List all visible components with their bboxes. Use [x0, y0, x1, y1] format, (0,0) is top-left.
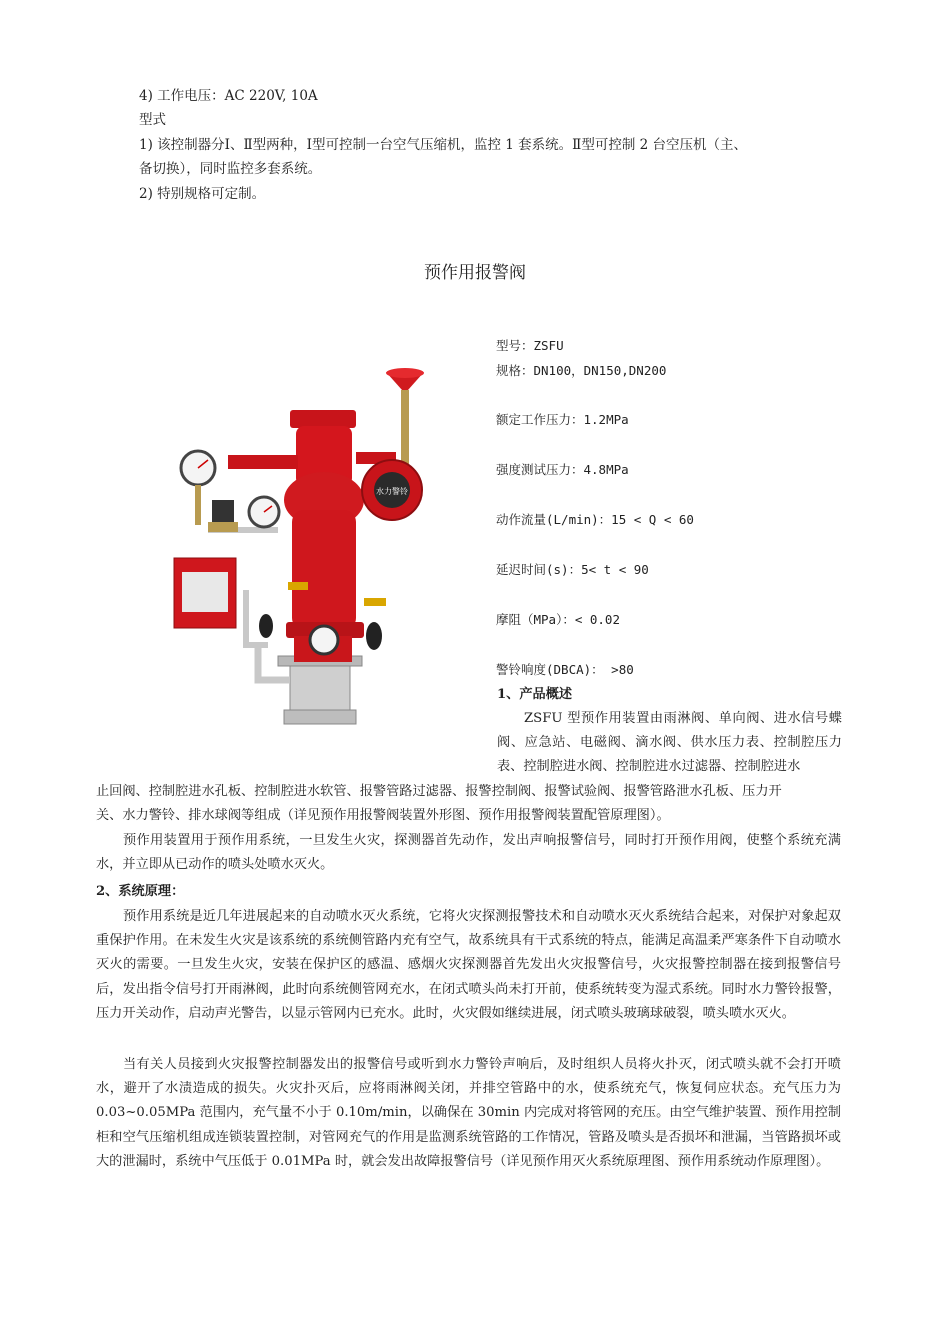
spec-flow: 动作流量(L/min)：15 < Q < 60	[496, 512, 694, 527]
section-1-paragraph-2: 预作用装置用于预作用系统，一旦发生火灾，探测器首先动作，发出声响报警信号，同时打开预作用阀，使整个系统充满水，并立即从已动作的喷头处喷水灭火。	[96, 833, 841, 873]
spec-rated-pressure: 额定工作压力：1.2MPa	[496, 412, 629, 427]
type-heading: 型式	[139, 112, 166, 128]
spec-friction: 摩阻（MPa）：< 0.02	[496, 612, 620, 627]
type-item-1-line-2: 备切换），同时监控多套系统。	[139, 161, 322, 177]
type-item-1-line-1: 1) 该控制器分Ⅰ、Ⅱ型两种，Ⅰ型可控制一台空气压缩机，监控 1 套系统。Ⅱ型可控制 2 台空压机（主、	[139, 137, 748, 153]
spec-model: 型号：ZSFU	[496, 338, 564, 353]
section-1-heading: 1、产品概述	[497, 687, 573, 702]
section-2-heading: 2、系统原理：	[96, 884, 185, 899]
voltage-line: 4) 工作电压：AC 220V, 10A	[139, 88, 318, 104]
spec-bell: 警铃响度(DBCA)： >80	[496, 662, 634, 677]
water-bell-label: 水力警铃	[376, 487, 408, 496]
section-2-paragraph-2: 当有关人员接到火灾报警控制器发出的报警信号或听到水力警铃声响后，及时组织人员将火扑灭，闭式喷头就不会打开喷水，避开了水渍造成的损失。火灾扑灭后，应将雨淋阀关闭，并排空管路中的水，使系统充气，恢复伺应状态。充气压力为 0.03~0.05MPa 范围内，充气量不小于 0.10m/min，以确保在 30min 内完成对将管网的充压。由空气维护装置、预作用控制柜和空气压缩机组成连锁装置控制，对管网充气的作用是监测系统管路的工作情况，管路及喷头是否损坏和泄漏，当管路损坏或大的泄漏时，系统中气压低于 0.01MPa 时，就会发出故障报警信号（详见预作用灭火系统原理图、预作用系统动作原理图）。	[96, 1057, 841, 1169]
section-1-paragraph-1-line-b: 关、水力警铃、排水球阀等组成（详见预作用报警阀装置外形图、预作用报警阀装置配管原理图）。	[96, 808, 670, 823]
type-item-2: 2) 特别规格可定制。	[139, 186, 266, 202]
spec-size: 规格：DN100，DN150,DN200	[496, 363, 667, 378]
spec-test-pressure: 强度测试压力：4.8MPa	[496, 462, 629, 477]
alarm-valve-photo	[168, 360, 438, 742]
section-1-paragraph-1-line-a: 止回阀、控制腔进水孔板、控制腔进水软管、报警管路过滤器、报警控制阀、报警试验阀、报警管路泄水孔板、压力开	[96, 784, 782, 799]
section-2-paragraph-1: 预作用系统是近几年进展起来的自动喷水灭火系统，它将火灾探测报警技术和自动喷水灭火系统结合起来，对保护对象起双重保护作用。在未发生火灾是该系统的系统侧管路内充有空气，故系统具有干式系统的特点，能满足高温柔严寒条件下自动喷水灭火的需要。一旦发生火灾，安装在保护区的感温、感烟火灾探测器首先发出火灾报警信号，火灾报警控制器在接到报警信号后，发出指令信号打开雨淋阀，此时向系统侧管网充水，在闭式喷头尚未打开前，使系统转变为湿式系统。同时水力警铃报警，压力开关动作，启动声光警告，以显示管网内已充水。此时，火灾假如继续进展，闭式喷头玻璃球破裂，喷头喷水灭火。	[96, 909, 841, 1021]
spec-delay: 延迟时间(s)：5< t < 90	[496, 562, 649, 577]
section-1-paragraph-1-column: ZSFU 型预作用装置由雨淋阀、单向阀、进水信号蝶阀、应急站、电磁阀、滴水阀、供水压力表、控制腔压力表、控制腔进水阀、控制腔进水过滤器、控制腔进水	[497, 711, 842, 775]
page-title: 预作用报警阀	[424, 263, 526, 283]
